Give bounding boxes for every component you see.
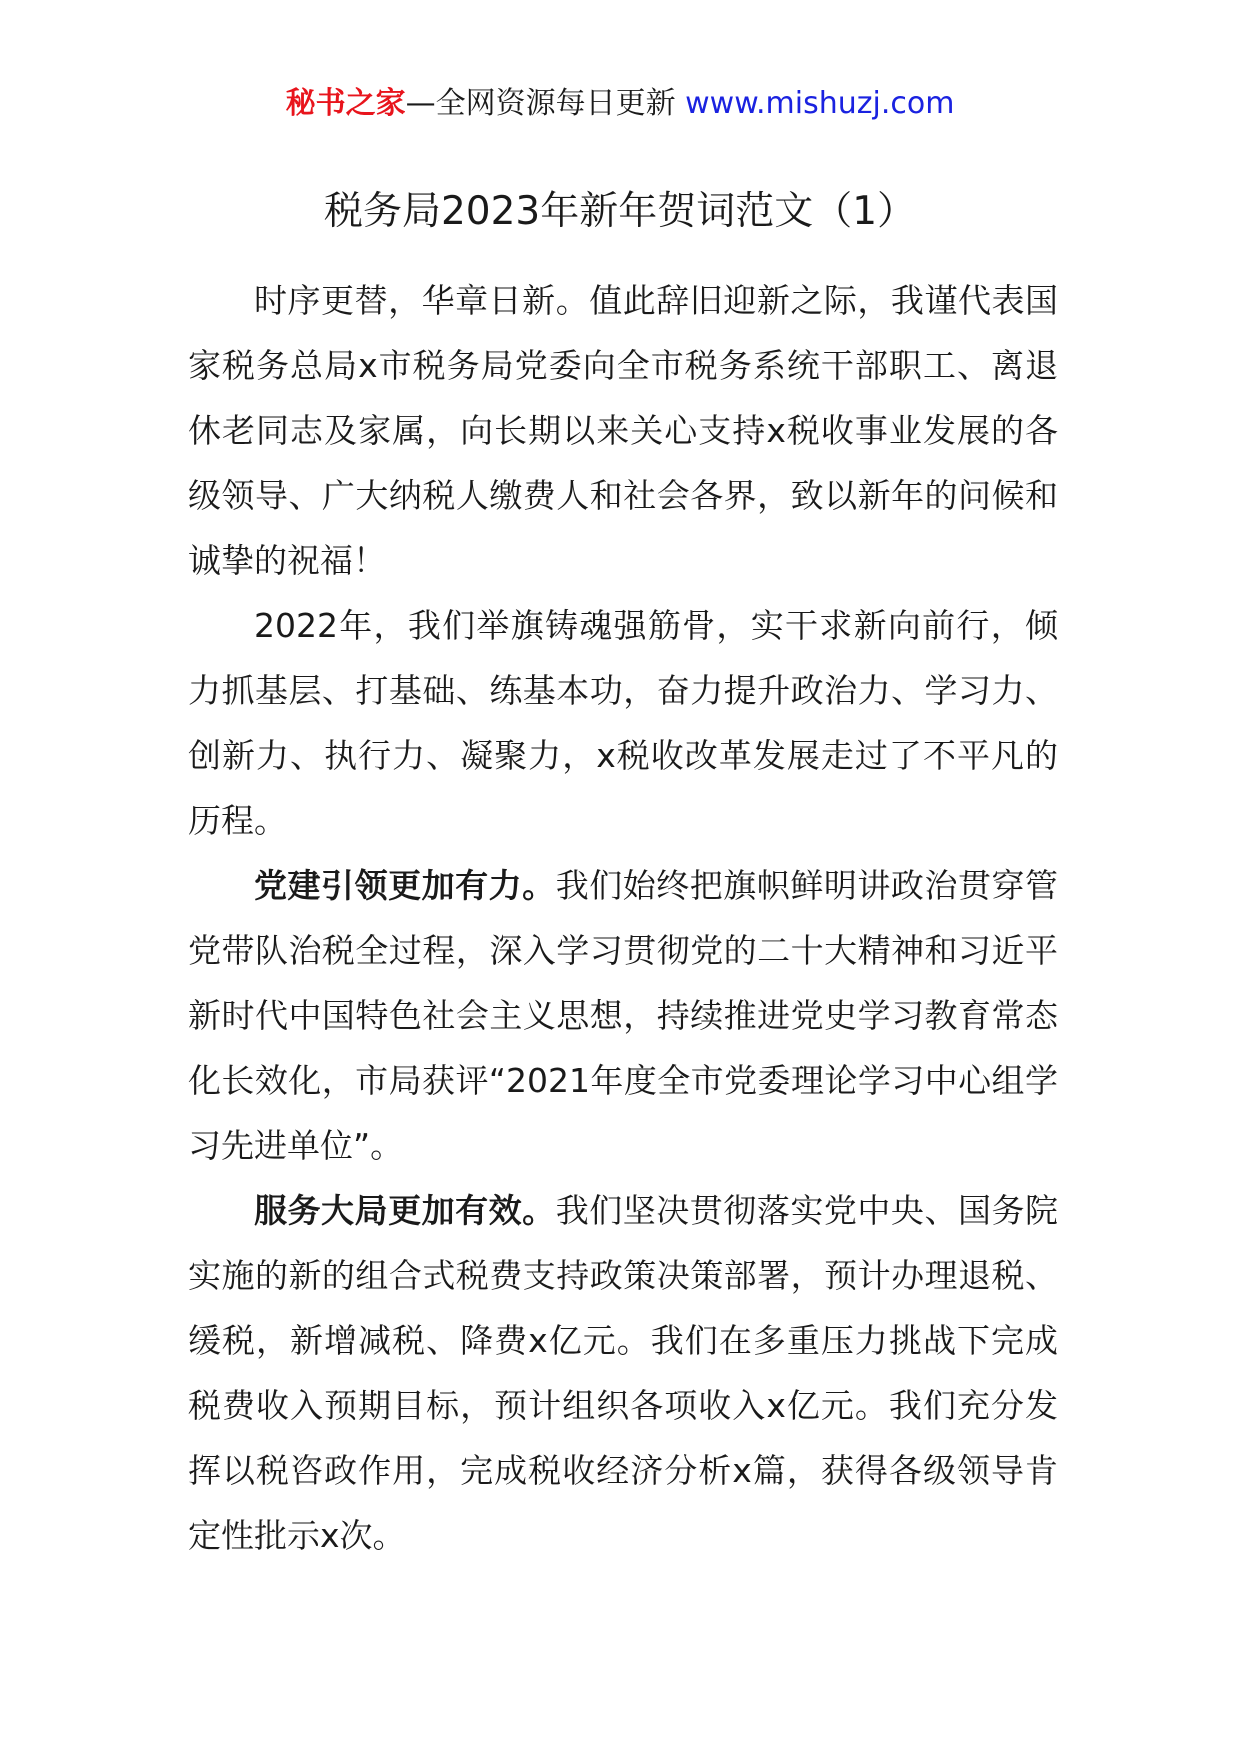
brand-name: 秘书之家 <box>285 86 406 121</box>
document-title: 税务局2023年新年贺词范文（1） <box>323 189 917 234</box>
paragraph-review <box>188 593 1058 853</box>
paragraph-lead: 服务大局更加有效。 <box>254 1191 556 1230</box>
paragraph-service <box>188 1178 1058 1568</box>
paragraph-party-building <box>188 853 1058 1178</box>
paragraph-text: 2022年，我们举旗铸魂强筋骨，实干求新向前行，倾力抓基层、打基础、练基本功，奋力提升政治力、学习力、创新力、执行力、凝聚力，x税收改革发展走过了不平凡的历程。 <box>188 606 1058 840</box>
paragraph-text: 我们坚决贯彻落实党中央、国务院实施的新的组合式税费支持政策决策部署，预计办理退税、缓税，新增减税、降费x亿元。我们在多重压力挑战下完成税费收入预期目标，预计组织各项收入x亿元。我们充分发挥以税咨政作用，完成税收经济分析x篇，获得各级领导肯定性批示x次。 <box>188 1191 1059 1555</box>
paragraph-text: 我们始终把旗帜鲜明讲政治贯穿管党带队治税全过程，深入学习贯彻党的二十大精神和习近平新时代中国特色社会主义思想，持续推进党史学习教育常态化长效化，市局获评“2021年度全市党委理论学习中心组学习先进单位”。 <box>188 866 1059 1165</box>
paragraph-text: 时序更替，华章日新。值此辞旧迎新之际，我谨代表国家税务总局x市税务局党委向全市税务系统干部职工、离退休老同志及家属，向长期以来关心支持x税收事业发展的各级领导、广大纳税人缴费人和社会各界，致以新年的问候和诚挚的祝福！ <box>188 281 1058 580</box>
paragraph-lead: 党建引领更加有力。 <box>254 866 556 905</box>
paragraph-greeting <box>188 268 1058 593</box>
site-header <box>0 84 1240 124</box>
header-tagline: —全网资源每日更新 <box>405 86 676 121</box>
site-url-link[interactable]: www.mishuzj.com <box>685 86 955 121</box>
document-body <box>188 268 1058 1568</box>
